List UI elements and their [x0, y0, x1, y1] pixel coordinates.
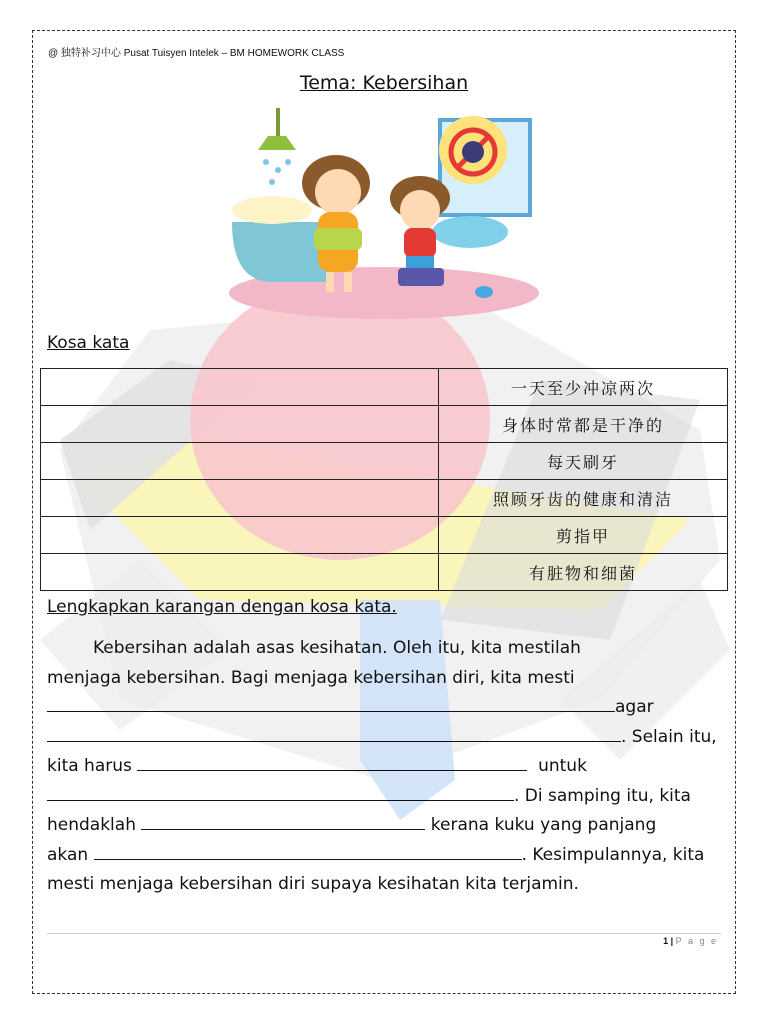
footer-divider: [47, 933, 721, 934]
vocab-table: [40, 368, 728, 591]
answer-blank[interactable]: [141, 811, 425, 830]
vocab-chinese-cell: 身体时常都是干净的: [439, 406, 728, 443]
vocab-answer-cell[interactable]: [41, 369, 439, 406]
essay-line: menjaga kebersihan. Bagi menjaga kebersihan diri, kita mesti: [47, 667, 575, 688]
page-label: P a g e: [675, 936, 718, 946]
essay-text: kerana kuku yang panjang: [430, 815, 657, 835]
page-footer: [663, 936, 718, 946]
table-row: [41, 517, 728, 554]
essay-paragraph: [47, 634, 737, 900]
vocab-answer-cell[interactable]: [41, 554, 439, 591]
essay-line: [47, 723, 737, 753]
essay-text: kita harus: [47, 756, 132, 776]
shower-head-icon: [258, 136, 296, 150]
vocab-chinese-cell: 照顾牙齿的健康和清洁: [439, 480, 728, 517]
essay-line: mesti menjaga kebersihan diri supaya kesihatan kita terjamin.: [47, 874, 579, 894]
essay-line: [47, 782, 737, 812]
header-text: @ 独特补习中心 Pusat Tuisyen Intelek – BM HOMEWORK CLASS: [48, 48, 345, 59]
footer-separator: |: [670, 936, 674, 946]
essay-text: . Kesimpulannya, kita: [521, 844, 705, 865]
vocab-chinese-cell: 每天刷牙: [439, 443, 728, 480]
table-row: [41, 406, 728, 443]
child-character: [400, 190, 440, 230]
vocab-chinese-cell: 一天至少冲凉两次: [439, 369, 728, 406]
table-row: [41, 554, 728, 591]
essay-text: untuk: [538, 756, 587, 776]
rubber-duck-icon: [475, 286, 493, 298]
page-number: 1: [663, 936, 669, 946]
essay-text: hendaklah: [47, 815, 136, 835]
step-stool: [398, 268, 444, 286]
table-row: [41, 443, 728, 480]
essay-line: [47, 693, 737, 723]
answer-blank[interactable]: [47, 693, 615, 712]
vocab-answer-cell[interactable]: [41, 443, 439, 480]
page-title: Tema: Kebersihan: [299, 72, 469, 94]
task-heading: Lengkapkan karangan dengan kosa kata.: [47, 597, 397, 617]
answer-blank[interactable]: [94, 841, 522, 860]
essay-text: agar: [615, 697, 654, 717]
essay-line: [47, 811, 737, 841]
essay-text: akan: [47, 844, 89, 865]
essay-line: [47, 841, 737, 871]
vocab-answer-cell[interactable]: [41, 517, 439, 554]
mother-character: [315, 169, 361, 215]
vocab-heading: Kosa kata: [47, 333, 130, 353]
essay-text: . Di samping itu, kita: [514, 785, 691, 806]
vocab-answer-cell[interactable]: [41, 406, 439, 443]
answer-blank[interactable]: [47, 782, 514, 801]
essay-text: . Selain itu,: [621, 726, 717, 747]
essay-line: Kebersihan adalah asas kesihatan. Oleh itu, kita mestilah: [93, 638, 581, 658]
vocab-answer-cell[interactable]: [41, 480, 439, 517]
answer-blank[interactable]: [137, 752, 527, 771]
answer-blank[interactable]: [47, 723, 621, 742]
vocab-chinese-cell: 有脏物和细菌: [439, 554, 728, 591]
sink: [432, 216, 508, 248]
table-row: [41, 369, 728, 406]
essay-line: [47, 752, 737, 782]
vocab-chinese-cell: 剪指甲: [439, 517, 728, 554]
table-row: [41, 480, 728, 517]
